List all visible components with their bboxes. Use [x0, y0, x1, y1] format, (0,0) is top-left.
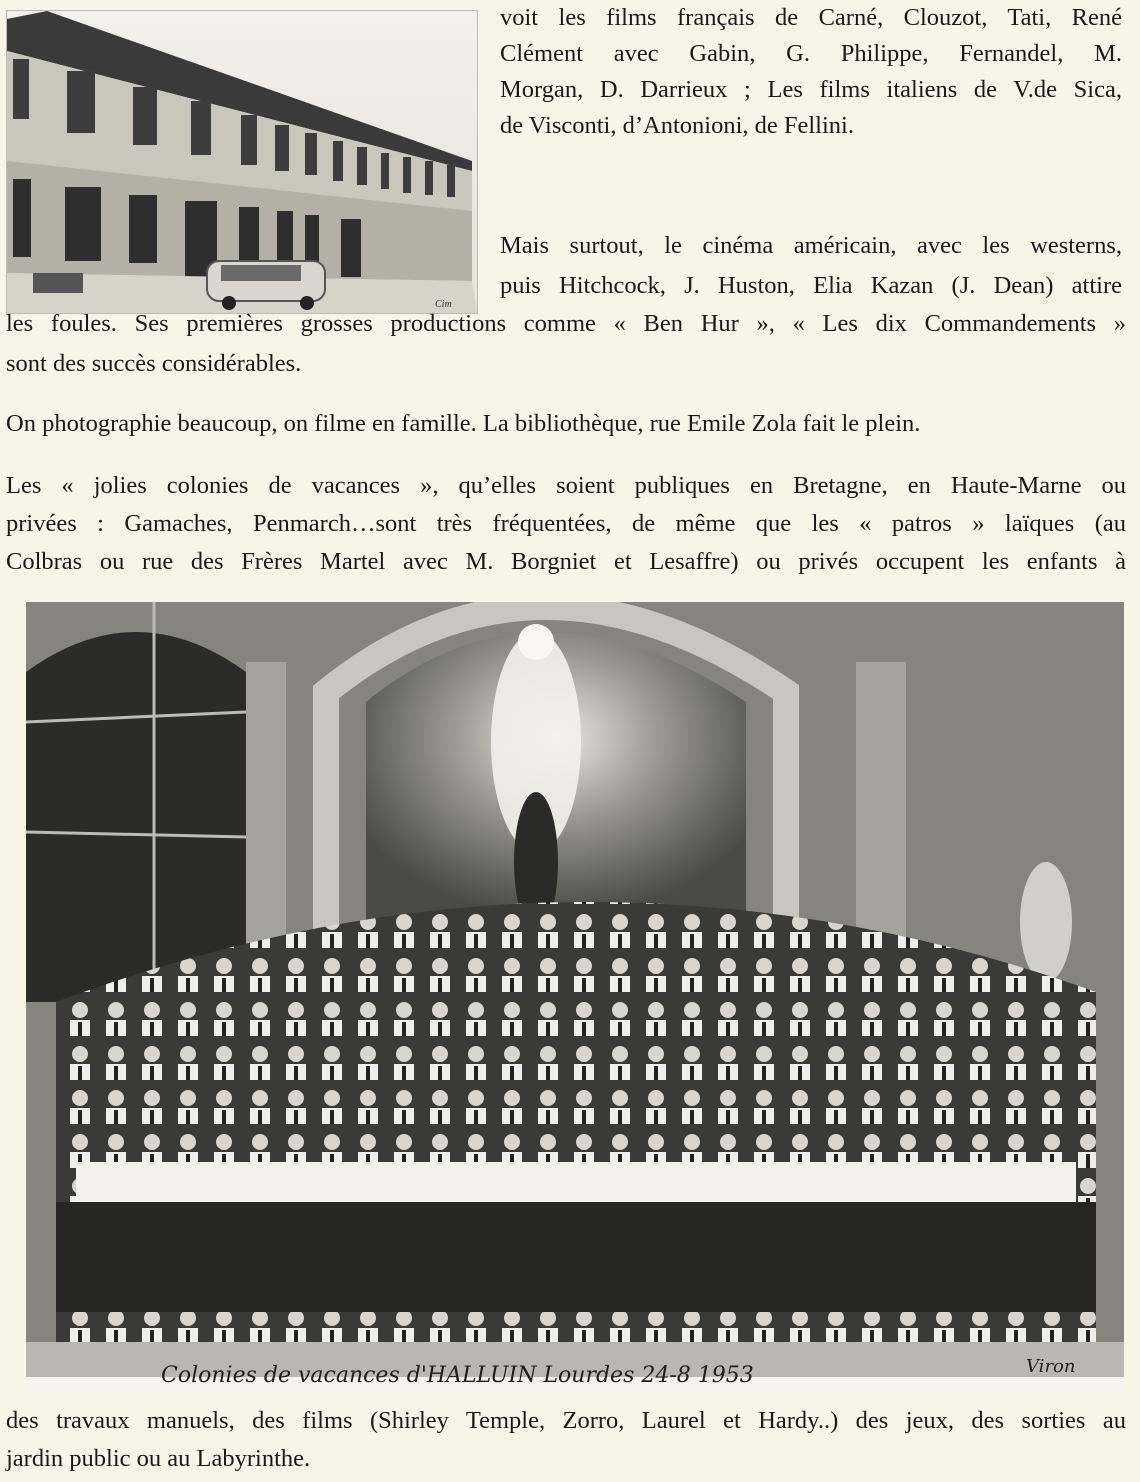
building-photo — [6, 10, 478, 314]
paragraph-1-line-3: Morgan, D. Darrieux ; Les films italiens de V.de Sica, — [500, 76, 1122, 103]
paragraph-1-line-4: de Visconti, d’Antonioni, de Fellini. — [500, 112, 854, 139]
paragraph-5-line-1: des travaux manuels, des films (Shirley Temple, Zorro, Laurel et Hardy..) des jeux, des sorties au — [6, 1407, 1126, 1434]
paragraph-3: On photographie beaucoup, on filme en famille. La bibliothèque, rue Emile Zola fait le plein. — [6, 410, 921, 437]
paragraph-1-line-2: Clément avec Gabin, G. Philippe, Fernandel, M. — [500, 40, 1122, 67]
group-photo-drawing — [26, 602, 1124, 1392]
paragraph-4-line-1: Les « jolies colonies de vacances », qu’elles soient publiques en Bretagne, en Haute-Marne ou — [6, 472, 1126, 499]
paragraph-4-line-3: Colbras ou rue des Frères Martel avec M. Borgniet et Lesaffre) ou privés occupent les enfants à — [6, 548, 1126, 575]
group-photo-caption: Colonies de vacances d'HALLUIN Lourdes 24-8 1953 — [161, 1363, 754, 1388]
paragraph-4-line-2: privées : Gamaches, Penmarch…sont très fréquentées, de même que les « patros » laïques (au — [6, 510, 1126, 537]
paragraph-2-line-4: sont des succès considérables. — [6, 350, 302, 377]
paragraph-1-line-1: voit les films français de Carné, Clouzot, Tati, René — [500, 4, 1122, 31]
paragraph-2-line-3: les foules. Ses premières grosses productions comme « Ben Hur », « Les dix Commandements » — [6, 310, 1126, 337]
building-photo-drawing — [7, 11, 477, 313]
group-photo-signature: Viron — [1026, 1356, 1076, 1377]
paragraph-2-line-2: puis Hitchcock, J. Huston, Elia Kazan (J. Dean) attire — [500, 272, 1122, 299]
paragraph-5-line-2: jardin public ou au Labyrinthe. — [6, 1445, 311, 1472]
group-photo — [26, 602, 1124, 1392]
paragraph-2-line-1: Mais surtout, le cinéma américain, avec les westerns, — [500, 232, 1122, 259]
building-photo-signature: Cim — [435, 299, 452, 310]
